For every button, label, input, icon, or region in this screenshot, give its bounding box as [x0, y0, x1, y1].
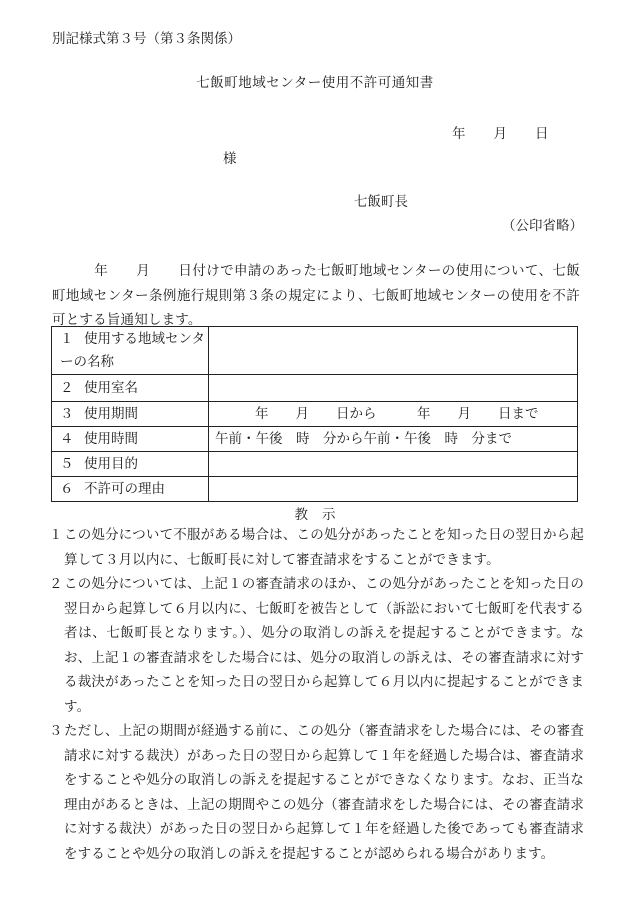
seal-note: （公印省略） — [502, 218, 583, 234]
info-table — [51, 326, 578, 502]
body-year: 年 — [94, 263, 109, 279]
body-text: 日付けで申請のあった七飯町地域センターの使用について、七飯町地域センター条例施行規則第３条の規定により、七飯町地域センターの使用を不許可とする旨通知します。 — [52, 263, 581, 328]
notice-list — [49, 523, 584, 866]
table-row — [52, 402, 578, 427]
form-number: 別記様式第３号（第３条関係） — [52, 31, 241, 47]
row-number: ５ — [60, 456, 74, 472]
row-value — [209, 452, 578, 477]
row-label — [52, 327, 209, 375]
notice-item-number: １ — [49, 527, 63, 543]
recipient-suffix: 様 — [223, 151, 237, 167]
row-value — [209, 477, 578, 502]
row-label-text: 使用室名 — [84, 380, 138, 396]
row-value: 年 月 日から 年 月 日まで — [209, 402, 578, 427]
row-label-text: 使用時間 — [84, 431, 138, 447]
row-label-text: 使用期間 — [84, 406, 138, 422]
row-label — [52, 375, 209, 402]
row-label — [52, 452, 209, 477]
notice-heading: 教示 — [294, 507, 350, 523]
row-label-text: 使用目的 — [84, 456, 138, 472]
table-row — [52, 477, 578, 502]
notice-item-text: この処分について不服がある場合は、この処分があったことを知った日の翌日から起算して３月以内に、七飯町長に対して審査請求をすることができます。 — [64, 527, 584, 568]
notice-item — [49, 572, 584, 719]
row-label — [52, 427, 209, 452]
date-line — [452, 122, 549, 142]
table-row — [52, 327, 578, 375]
table-row — [52, 375, 578, 402]
row-value: 午前・午後 時 分から午前・午後 時 分まで — [209, 427, 578, 452]
date-day: 日 — [535, 126, 549, 142]
notice-item-text: この処分については、上記１の審査請求のほか、この処分があったことを知った日の翌日から起算して６月以内に、七飯町を被告として（訴訟において七飯町を代表する者は、七飯町長となります。）、処分の取消しの訴えを提起することができます。なお、上記１の審査請求をした場合には、処分の取消しの訴えは、その審査請求に対する裁決があったことを知った日の翌日から起算して６月以内に提起することができます。 — [64, 576, 584, 715]
row-label — [52, 402, 209, 427]
body-month: 月 — [136, 263, 151, 279]
table-row — [52, 452, 578, 477]
date-year: 年 — [452, 126, 466, 142]
row-label-text: 使用する地域センターの名称 — [60, 330, 205, 370]
document-title: 七飯町地域センター使用不許可通知書 — [196, 75, 434, 91]
row-label-text: 不許可の理由 — [84, 481, 165, 497]
row-number: ６ — [60, 481, 74, 497]
row-number: ４ — [60, 431, 74, 447]
notice-item-number: ２ — [49, 576, 63, 592]
table-row — [52, 427, 578, 452]
notice-item-text: ただし、上記の期間が経過する前に、この処分（審査請求をした場合には、その審査請求に対する裁決）があった日の翌日から起算して１年を経過した場合は、審査請求をすることや処分の取消しの訴えを提起することができなくなります。なお、正当な理由があるときは、上記の期間やこの処分（審査請求をした場合には、その審査請求に対する裁決）があった日の翌日から起算して１年を経過した後であっても審査請求をすることや処分の取消しの訴えを提起することが認められる場合があります。 — [64, 723, 584, 862]
row-label — [52, 477, 209, 502]
notice-item-number: ３ — [49, 723, 63, 739]
date-month: 月 — [493, 126, 507, 142]
row-value — [209, 375, 578, 402]
row-number: １ — [60, 330, 74, 347]
notice-item — [49, 719, 584, 866]
row-number: ２ — [60, 380, 74, 396]
notice-item — [49, 523, 584, 572]
body-paragraph — [52, 259, 580, 333]
issuer-name: 七飯町長 — [354, 194, 408, 210]
row-value — [209, 327, 578, 375]
row-number: ３ — [60, 406, 74, 422]
